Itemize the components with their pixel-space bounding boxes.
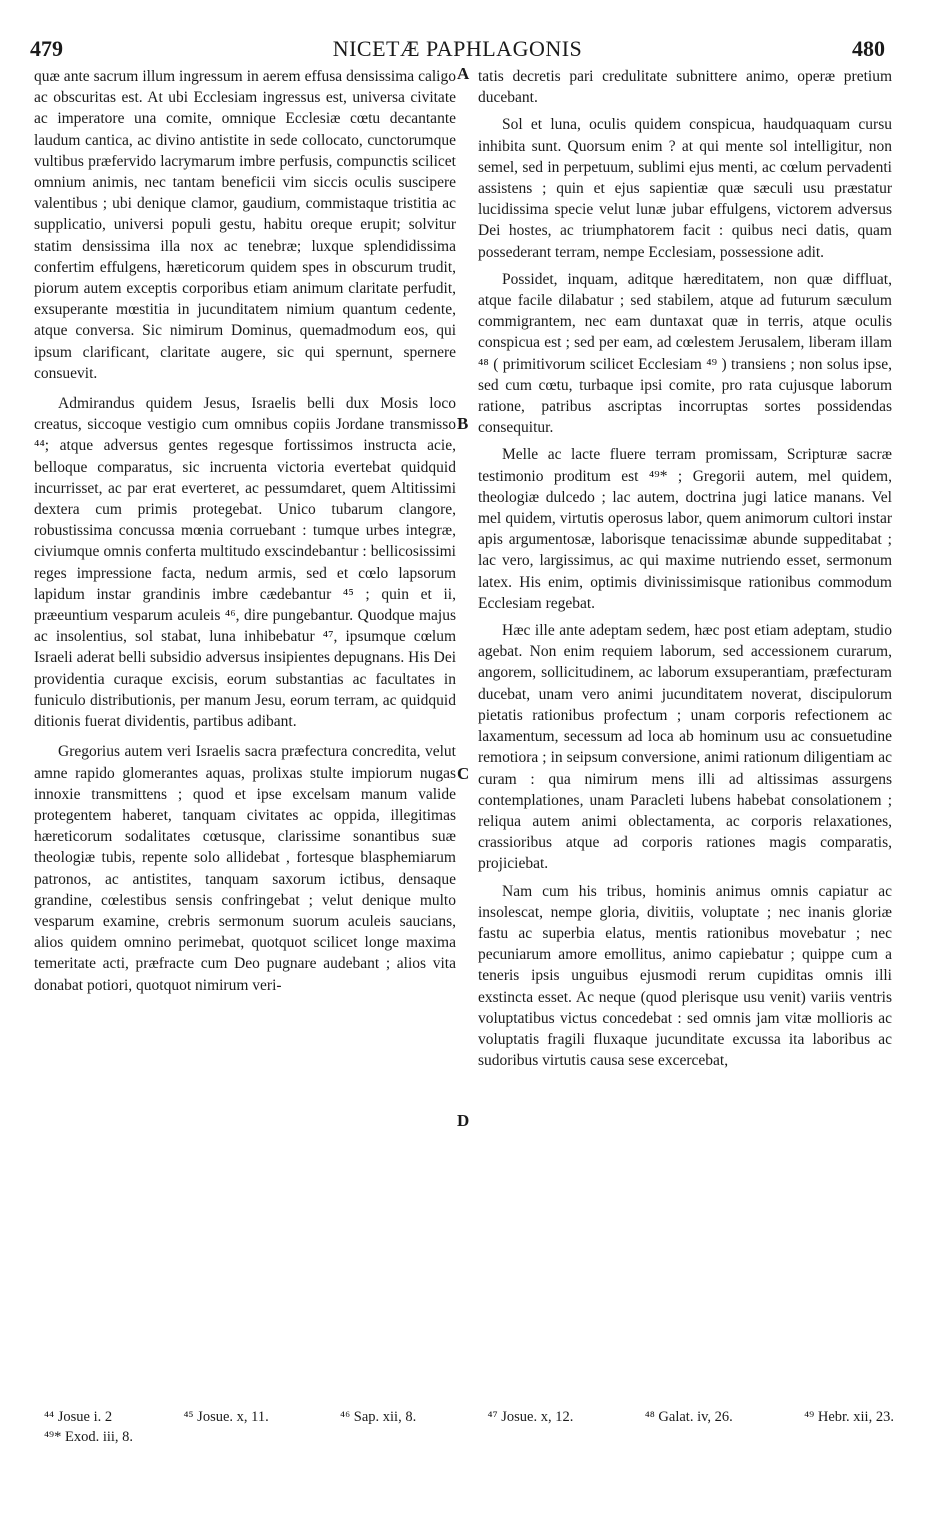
margin-letter-d: D bbox=[457, 1111, 470, 1130]
running-header bbox=[30, 36, 885, 66]
running-title: NICETÆ PAPHLAGONIS bbox=[332, 36, 583, 61]
right-paragraph-2: Sol et luna, oculis quidem conspicua, haudquaquam cursu inhibita sunt. Quorsum enim ? at qui mente sol intelligitur, non semel, sed in perpetuum, sublimi ejus menti, ac cœlum pervadenti assistens ; quin et ejus sapientiæ quæ sæculi usu præstatur lucidissima specie velut lunæ jubar effulgens, victorem adversus Dei hostes, ac triumphatorem facit : quibus neci datis, quam possederant terram, nempe Ecclesiam, possessione adit. bbox=[478, 116, 892, 261]
footnote: ⁴⁸ Galat. iv, 26. bbox=[644, 1409, 733, 1425]
right-column bbox=[478, 66, 892, 1071]
right-paragraph-6: Nam cum his tribus, hominis animus omnis capiatur ac insolescat, nempe gloria, divitiis, voluptate ; nec inanis gloriæ fastu ac superbia elatus, mentis rationibus movebatur ; nec pecuniarum amore emollitus, animo capiebatur ; quippe cum a teneris ipsis unguibus ejusmodi rerum cupiditas omnis illi exstincta esset. Ac neque (quod plerisque usu venit) variis ventris voluptatibus victus concedebat : sed omnis jam vitæ mollioris ac voluptatis fragili fluxaque jucunditate excussa ita laboribus ac sudoribus virtutis causa sese excercebat, bbox=[478, 882, 892, 1070]
left-paragraph-1: quæ ante sacrum illum ingressum in aerem effusa densissima caligo ac obscuritas est. At ubi Ecclesiam ingressus est, universa civitate ac imperatore una comite, omnique Ecclesiæ cœtu decantante laudum cantica, ac divino antistite in sede collocato, cunctorumque vultibus præfervido lacrymarum imbre perfusis, compunctis scilicet omnium animis, nec tantam beneficii vim siccis oculis suscipere valentibus ; ubi denique clamor, gaudium, commistaque tristitia ac supplicatio, universi populi gestu, habitu oreque erupit; solvitur statim densissima illa nox ac tenebræ; luxque splendidissima confertim effulgens, hæreticorum quidem spes in obscurum trudit, piorum autem exceptis corporibus etiam animum claritate perfudit, exsuperante mœstitia in jucunditatem nimium quantum cedente, atque conversa. Sic nimirum Dominus, quemadmodum eos, qui ipsum clarificant, claritate augere, sic qui spernunt, spernere consuevit. bbox=[34, 68, 456, 382]
left-paragraph-3: Gregorius autem veri Israelis sacra præfectura concredita, velut amne rapido glomerantes aquas, prolixas stulte impiorum nugas innoxie transmittens ; quod et ipse excelsam manum valide protegentem haberet, tanquam civitates ac oppida, illegitimas hæreticorum sodalitates cœtusque, clarissime sonantibus suæ theologiæ tubis, repente solo allidebat , fortesque blasphemiarum patronos, ac antistites, tanquam saxorum ictibus, densaque grandine, cœlestibus sensis confringebat ; velut denique multo vesparum examine, crebris sermonum suorum aculeis saucians, alios quidem omnino perimebat, quotquot scilicet longe maxima temeritate acti, præfracte cum Deo pugnare audebant ; alios vita donabat potiori, quotquot nimirum veri- bbox=[34, 743, 456, 994]
footnote: ⁴⁹* Exod. iii, 8. bbox=[44, 1429, 134, 1445]
footnote-row bbox=[44, 1427, 894, 1447]
margin-letter-b: B bbox=[457, 414, 469, 433]
footnotes bbox=[44, 1407, 894, 1447]
right-paragraph-4: Melle ac lacte fluere terram promissam, Scripturæ sacræ testimonio proditum est ⁴⁹* ; Gregorii autem, mel quidem, theologiæ dulcedo ; lac autem, doctrina jugi latice manans. Vel mel quidem, virtutis operosus labor, quem animorum cultori instar apis argumentosæ, laborisque tenacissimæ abunde suppeditabat ; lac vero, largissimus, ac qui maxime nutriendo esset, sermonum latex. His enim, optimis divinissimisque rationibus commodum Ecclesiam regebat. bbox=[478, 446, 892, 612]
page-number-right: 480 bbox=[852, 36, 885, 61]
margin-letter-a: A bbox=[457, 64, 470, 83]
right-paragraph-5: Hæc ille ante adeptam sedem, hæc post etiam adeptam, studio agebat. Non enim requiem laborum, sed accessionem curarum, angorem, sollicitudinem, ac laborum exsuperantiam, præfecturam ducebat, unam vero animi jucunditatem noverat, discipulorum pietatis rationibus profectum ; unam corporis refectionem ac laxamentum, secessum ad loca ab hominum usu ac consuetudine remotiora ; in seipsum conversione, animi rationum diligentiam ac curam : qua nimirum mens illi ad altissimas assurgens contemplationes, unam Paracleti lubens habebat consolationem ; reliqua autem animi oblectamenta, ac corporis relaxationes, crassioribus atque ad corporis rationes magis comparatis, projiciebat. bbox=[478, 622, 892, 873]
footnote-row bbox=[44, 1407, 894, 1427]
footnote: ⁴⁷ Josue. x, 12. bbox=[487, 1409, 574, 1425]
right-paragraph-1: tatis decretis pari credulitate subnittere animo, operæ pretium ducebant. bbox=[478, 68, 892, 107]
left-paragraph-2: Admirandus quidem Jesus, Israelis belli dux Mosis loco creatus, siccoque vestigio cum omnibus copiis Jordane transmisso ⁴⁴; atque adversus gentes regesque fortissimos instructa acie, belloque comparatus, sic incruenta victoria evertebat quidquid incurrisset, ac par erat everteret, ac pessumdaret, quem Altitissimi dextera cum primis protegebat. Unico tubarum clangore, robustissima concussa mœnia corruebant : tumque urbes integræ, civiumque omnis conferta multitudo exscindebantur : bellicosissimi reges impressione facta, nedum armis, sed et cœlo lapsorum lapidum instar grandinis imbre cædebantur ⁴⁵ ; quin et ii, præeuntium vesparum aculeis ⁴⁶, dire pungebantur. Quodque majus ac insolentius, sol stabat, luna inhibebatur ⁴⁷, ipsumque cœlum Israeli aderat belli subsidio adversus insipientes depugnans. His Dei providentia curaque excisis, eorum substantias ac facultates in funiculo distributionis, per manum Jesu, eorum terram, ac quidquid ditionis fuerat dividentis, partibus adibant. bbox=[34, 395, 456, 731]
footnote: ⁴⁵ Josue. x, 11. bbox=[183, 1409, 269, 1425]
right-paragraph-3: Possidet, inquam, aditque hæreditatem, non quæ diffluat, atque facile dilabatur ; sed stabilem, atque ad futurum sæculum commigrantem, nec eam duntaxat quæ in terris, atque oculis conspicua est ; sed per eam, ad cœlestem Jerusalem, liberam illam ⁴⁸ ( primitivorum scilicet Ecclesiam ⁴⁹ ) transiens ; non solus ipse, sed cum cœtu, turbaque ipsi comite, pro rata cujusque laborum ratione, patribus ascriptas incorruptas sortes possidendas consequitur. bbox=[478, 270, 892, 437]
footnote: ⁴⁴ Josue i. 2 bbox=[44, 1409, 113, 1425]
footnote: ⁴⁶ Sap. xii, 8. bbox=[340, 1409, 417, 1425]
page-number-left: 479 bbox=[30, 36, 63, 61]
margin-letter-c: C bbox=[457, 764, 470, 783]
footnote: ⁴⁹ Hebr. xii, 23. bbox=[804, 1409, 894, 1425]
left-column bbox=[34, 66, 456, 996]
